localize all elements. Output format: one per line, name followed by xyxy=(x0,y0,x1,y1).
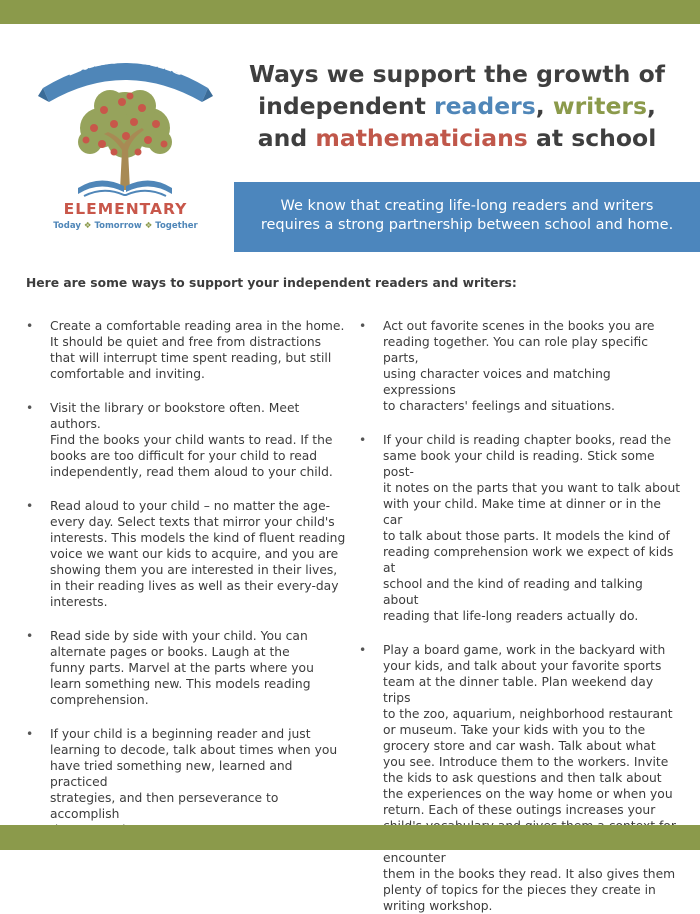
tip-line: in their reading lives as well as their every-day xyxy=(50,579,339,593)
tip-line: the kids to ask questions and then talk about xyxy=(383,771,662,785)
tip-line: alternate pages or books. Laugh at the xyxy=(50,645,290,659)
logo-banner-text: Lake Mills xyxy=(61,43,190,81)
title-word-readers: readers xyxy=(434,92,536,120)
banner-line-1: We know that creating life-long readers and writers xyxy=(280,198,654,214)
tip-line: them in the books they read. It also gives them xyxy=(383,867,676,881)
tip-list-item xyxy=(26,318,348,382)
tip-line: learning to decode, talk about times when you xyxy=(50,743,338,757)
tip-line: encounter xyxy=(383,851,446,865)
title-line-3-suffix: at school xyxy=(527,124,657,152)
logo-tagline xyxy=(38,221,213,231)
tip-line: it notes on the parts that you want to talk about xyxy=(383,481,681,495)
tip-line: same book your child is reading. Stick some post- xyxy=(383,449,655,479)
tip-line: independently, read them aloud to your child. xyxy=(50,465,333,479)
school-logo xyxy=(38,40,213,240)
apple-tree-logo-icon xyxy=(38,40,213,210)
tip-line: • Play a board game, work in the backyard with xyxy=(383,643,666,657)
tip-line: showing them you are interested in their lives, xyxy=(50,563,338,577)
bottom-accent-bar xyxy=(0,825,700,850)
intro-text: Here are some ways to support your independent readers and writers: xyxy=(26,276,517,290)
tip-line: the experiences on the way home or when you xyxy=(383,787,673,801)
tip-line: to characters' feelings and situations. xyxy=(383,399,615,413)
tip-line: reading comprehension work we expect of kids at xyxy=(383,545,674,575)
partnership-banner xyxy=(234,182,700,252)
tip-line: writing workshop. xyxy=(383,899,493,913)
tip-line: comprehension. xyxy=(50,693,149,707)
tip-line: reading that life-long readers actually do. xyxy=(383,609,639,623)
banner-line-2: requires a strong partnership between school and home. xyxy=(260,217,674,233)
tip-list-item xyxy=(359,318,681,414)
tip-line: plenty of topics for the pieces they create in xyxy=(383,883,656,897)
tagline-today: Today xyxy=(53,221,81,231)
tip-line: • Act out favorite scenes in the books you are xyxy=(383,319,655,333)
top-accent-bar xyxy=(0,0,700,24)
tip-line: It should be quiet and free from distractions xyxy=(50,335,322,349)
tip-line: with your child. Make time at dinner or in the car xyxy=(383,497,661,527)
tip-line: Find the books your child wants to read. If the xyxy=(50,433,333,447)
tip-line: that will interrupt time spent reading, but still xyxy=(50,351,332,365)
tip-line: school and the kind of reading and talking about xyxy=(383,577,643,607)
page-title xyxy=(232,58,682,154)
tip-line: voice we want our kids to acquire, and you are xyxy=(50,547,339,561)
tip-line: have tried something new, learned and practiced xyxy=(50,759,293,789)
title-line-2-suffix: , xyxy=(646,92,656,120)
tip-list-item xyxy=(26,726,348,838)
left-tips-list xyxy=(26,318,348,838)
tip-line: reading together. You can role play specific parts, xyxy=(383,335,648,365)
tip-line: to talk about those parts. It models the kind of xyxy=(383,529,670,543)
tip-line: • Read aloud to your child – no matter the age- xyxy=(50,499,331,513)
tip-line: • Visit the library or bookstore often. Meet authors. xyxy=(50,401,300,431)
tip-line: learn something new. This models reading xyxy=(50,677,311,691)
tip-line: interests. This models the kind of fluent reading xyxy=(50,531,346,545)
tip-line: • If your child is reading chapter books, read the xyxy=(383,433,672,447)
leaf-icon: ❖ xyxy=(144,221,153,231)
title-separator: , xyxy=(535,92,553,120)
tip-line: comfortable and inviting. xyxy=(50,367,205,381)
tip-line: grocery store and car wash. Talk about what xyxy=(383,739,656,753)
tip-line: • Create a comfortable reading area in the home. xyxy=(50,319,345,333)
tip-list-item xyxy=(26,628,348,708)
title-word-mathematicians: mathematicians xyxy=(315,124,528,152)
tip-line: or museum. Take your kids with you to the xyxy=(383,723,646,737)
tagline-tomorrow: Tomorrow xyxy=(94,221,142,231)
title-word-writers: writers xyxy=(552,92,647,120)
tip-line: you see. Introduce them to the workers. Invite xyxy=(383,755,669,769)
tip-line: interests. xyxy=(50,595,108,609)
tip-list-item xyxy=(26,400,348,480)
leaf-icon: ❖ xyxy=(83,221,92,231)
logo-wordmark: ELEMENTARY xyxy=(63,200,188,218)
tip-list-item xyxy=(359,432,681,624)
tip-line: • If your child is a beginning reader and just xyxy=(50,727,311,741)
tip-line: funny parts. Marvel at the parts where you xyxy=(50,661,314,675)
title-line-2-prefix: independent xyxy=(258,92,435,120)
tip-line: strategies, and then perseverance to accomplish xyxy=(50,791,279,821)
tip-line: return. Each of these outings increases your xyxy=(383,803,656,817)
title-line-1: Ways we support the growth of xyxy=(249,60,665,88)
tip-line: team at the dinner table. Plan weekend day trips xyxy=(383,675,654,705)
tip-list-item xyxy=(359,642,681,914)
title-line-3-prefix: and xyxy=(257,124,316,152)
tip-line: every day. Select texts that mirror your child's xyxy=(50,515,335,529)
tip-line: to the zoo, aquarium, neighborhood restaurant xyxy=(383,707,673,721)
tip-line: • Read side by side with your child. You can xyxy=(50,629,308,643)
tip-line: your kids, and talk about your favorite sports xyxy=(383,659,662,673)
tip-line: books are too difficult for your child to read xyxy=(50,449,318,463)
tagline-together: Together xyxy=(155,221,198,231)
tip-list-item xyxy=(26,498,348,610)
tip-line: using character voices and matching expressions xyxy=(383,367,611,397)
